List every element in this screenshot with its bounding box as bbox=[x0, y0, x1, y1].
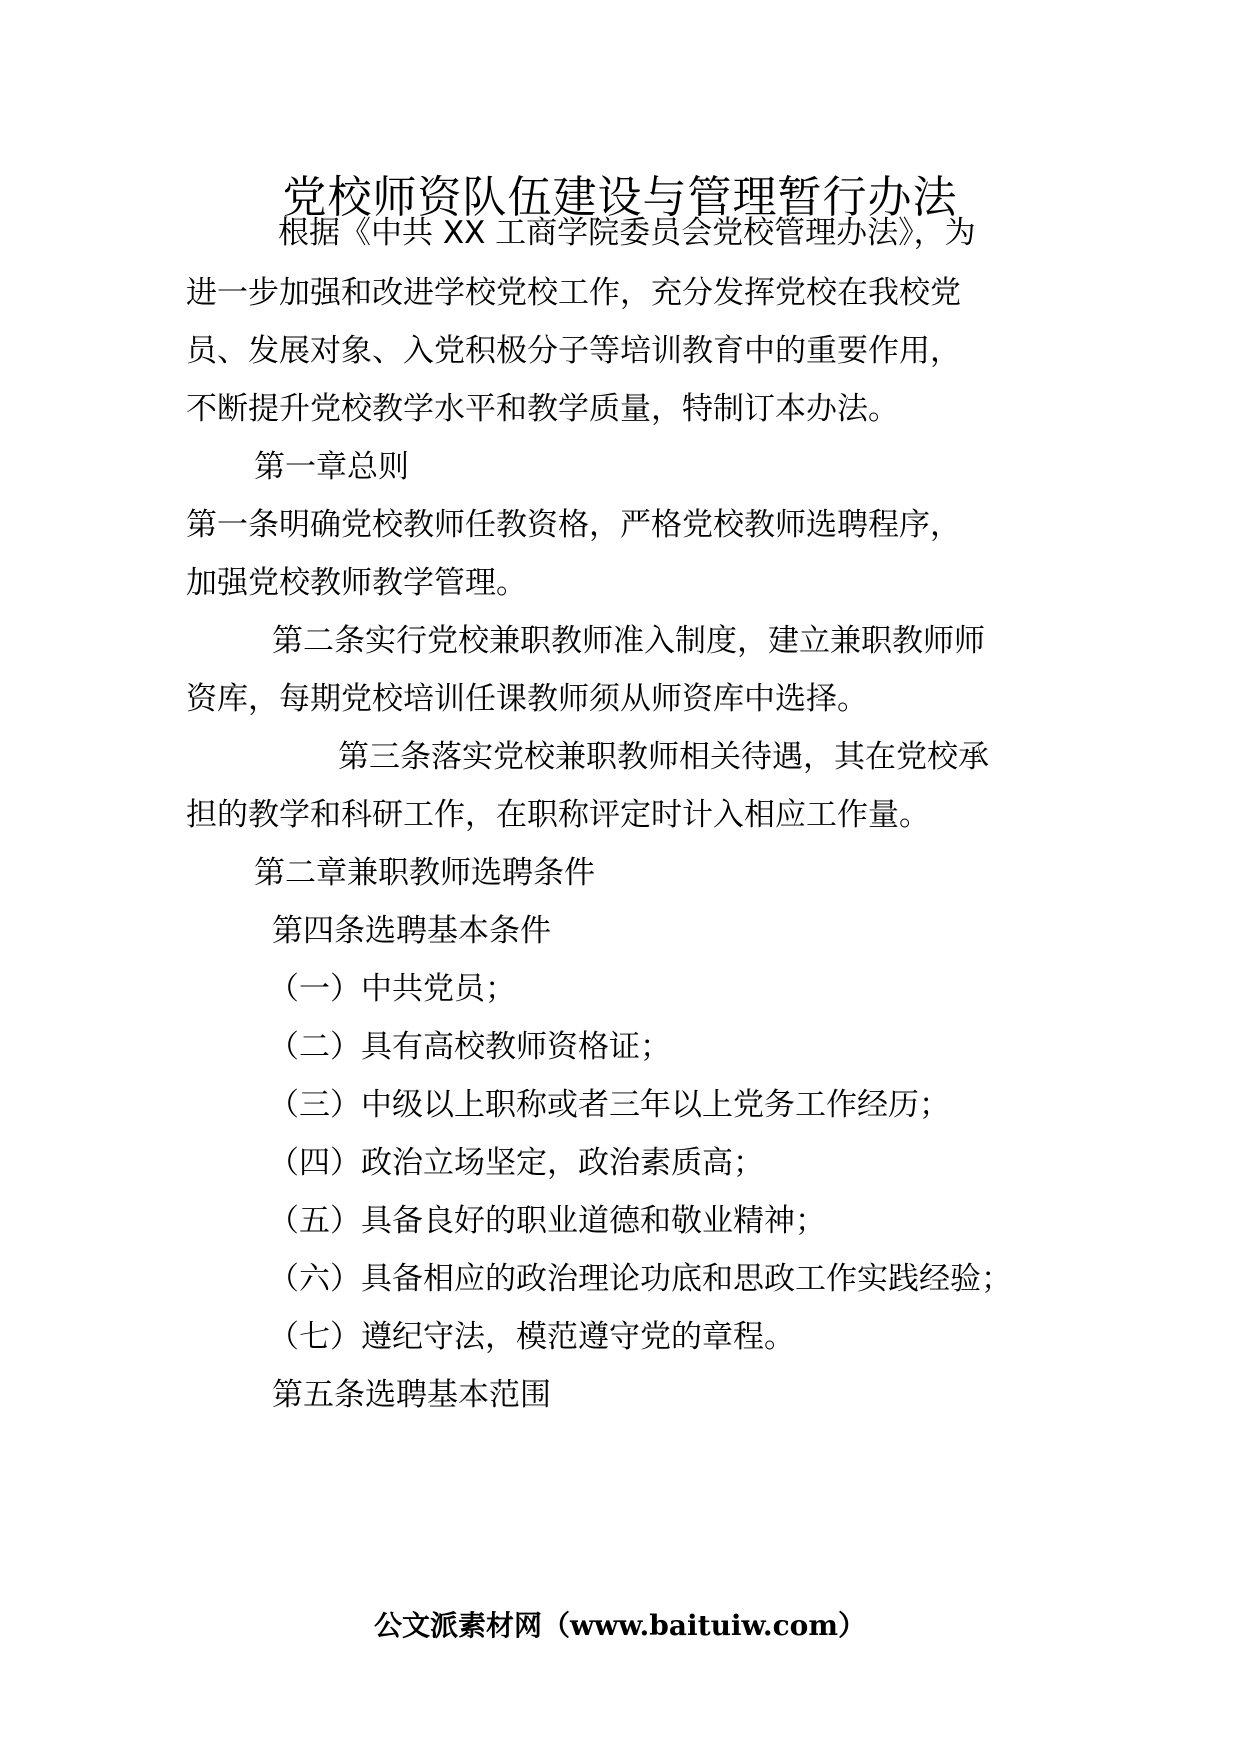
article-line: 第二条实行党校兼职教师准入制度，建立兼职教师师 bbox=[272, 623, 985, 659]
article-line: 担的教学和科研工作，在职称评定时计入相应工作量。 bbox=[186, 797, 930, 833]
article-heading: 第五条选聘基本范围 bbox=[272, 1377, 551, 1413]
list-item: （七）遵纪守法，模范遵守党的章程。 bbox=[268, 1319, 795, 1355]
paragraph-line: 员、发展对象、入党积极分子等培训教育中的重要作用， bbox=[186, 333, 961, 369]
article-line: 资库，每期党校培训任课教师须从师资库中选择。 bbox=[186, 681, 868, 717]
article-line: 第一条明确党校教师任教资格，严格党校教师选聘程序， bbox=[186, 507, 961, 543]
list-item: （二）具有高校教师资格证； bbox=[268, 1029, 671, 1065]
document-title: 党校师资队伍建设与管理暂行办法 bbox=[282, 172, 958, 223]
paragraph-line: 进一步加强和改进学校党校工作，充分发挥党校在我校党 bbox=[186, 275, 961, 311]
paragraph-line: 根据《中共 XX 工商学院委员会党校管理办法》，为 bbox=[278, 215, 976, 251]
article-line: 加强党校教师教学管理。 bbox=[186, 565, 527, 601]
chapter-heading: 第一章总则 bbox=[254, 449, 409, 485]
paragraph-line: 不断提升党校教学水平和教学质量，特制订本办法。 bbox=[186, 391, 899, 427]
article-line: 第三条落实党校兼职教师相关待遇，其在党校承 bbox=[338, 739, 989, 775]
chapter-heading: 第二章兼职教师选聘条件 bbox=[254, 855, 595, 891]
list-item: （五）具备良好的职业道德和敬业精神； bbox=[268, 1203, 826, 1239]
list-item: （一）中共党员； bbox=[268, 971, 516, 1007]
footer-watermark: 公文派素材网（www.baituiw.com） bbox=[374, 1609, 866, 1642]
list-item: （三）中级以上职称或者三年以上党务工作经历； bbox=[268, 1087, 950, 1123]
list-item: （六）具备相应的政治理论功底和思政工作实践经验； bbox=[268, 1261, 1012, 1297]
list-item: （四）政治立场坚定，政治素质高； bbox=[268, 1145, 764, 1181]
article-heading: 第四条选聘基本条件 bbox=[272, 913, 551, 949]
